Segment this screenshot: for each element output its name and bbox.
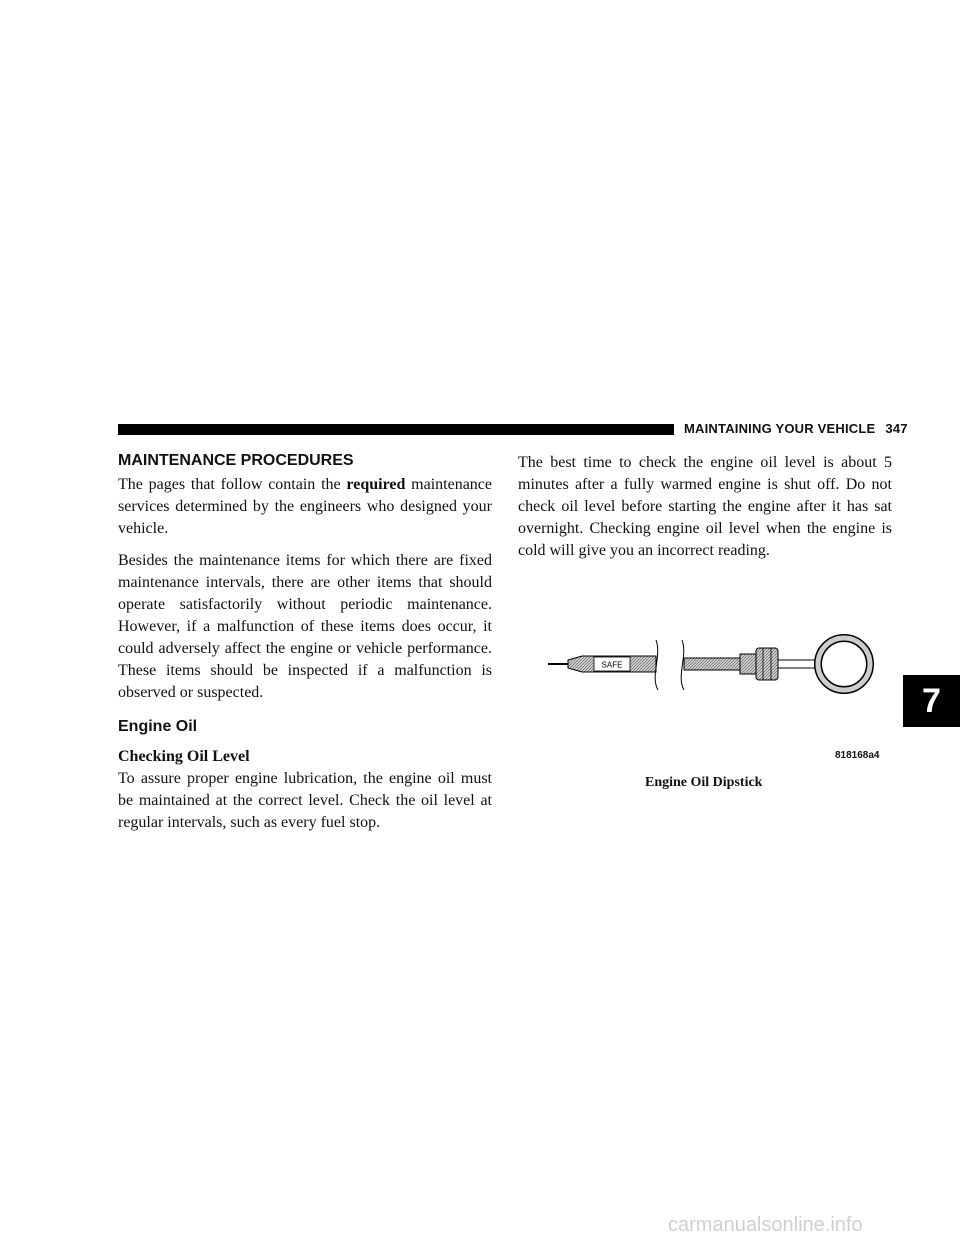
- subsubsection-title: Checking Oil Level: [118, 748, 250, 765]
- header-title: MAINTAINING YOUR VEHICLE: [684, 421, 876, 436]
- watermark: carmanualsonline.info: [668, 1214, 863, 1236]
- intro-paragraph: [118, 474, 492, 540]
- header-rule: [118, 424, 674, 435]
- page-number: 347: [885, 421, 908, 436]
- paragraph-2: Besides the maintenance items for which there are fixed maintenance intervals, there are other items that should operate satisfactorily without periodic maintenance. However, if a malfunction of these items does occur, it could adversely affect the engine or vehicle performance. These items should be inspected if a malfunction is observed or suspected.: [118, 552, 492, 701]
- chapter-tab: 7: [903, 675, 960, 727]
- running-header: [684, 421, 908, 436]
- right-paragraph-1: The best time to check the engine oil level is about 5 minutes after a fully warmed engine is shut off. Do not check oil level before starting the engine after it has sat overnight. Checking engine oil level when the engine is cold will give you an incorrect reading.: [518, 454, 892, 559]
- figure-caption: Engine Oil Dipstick: [645, 775, 763, 790]
- safe-mark: SAFE: [601, 660, 623, 670]
- section-title: MAINTENANCE PROCEDURES: [118, 452, 354, 469]
- intro-after: maintenance services determined by the engineers who designed your vehicle.: [118, 476, 492, 537]
- right-column: [518, 452, 892, 572]
- intro-bold: required: [346, 476, 406, 493]
- subsection-title: Engine Oil: [118, 718, 198, 735]
- figure-code: 818168a4: [835, 750, 880, 761]
- left-column: [118, 452, 492, 844]
- intro-before: The pages that follow contain the: [118, 476, 341, 493]
- paragraph-3: To assure proper engine lubrication, the engine oil must be maintained at the correct level. Check the oil level at regular intervals, such as every fuel stop.: [118, 770, 492, 831]
